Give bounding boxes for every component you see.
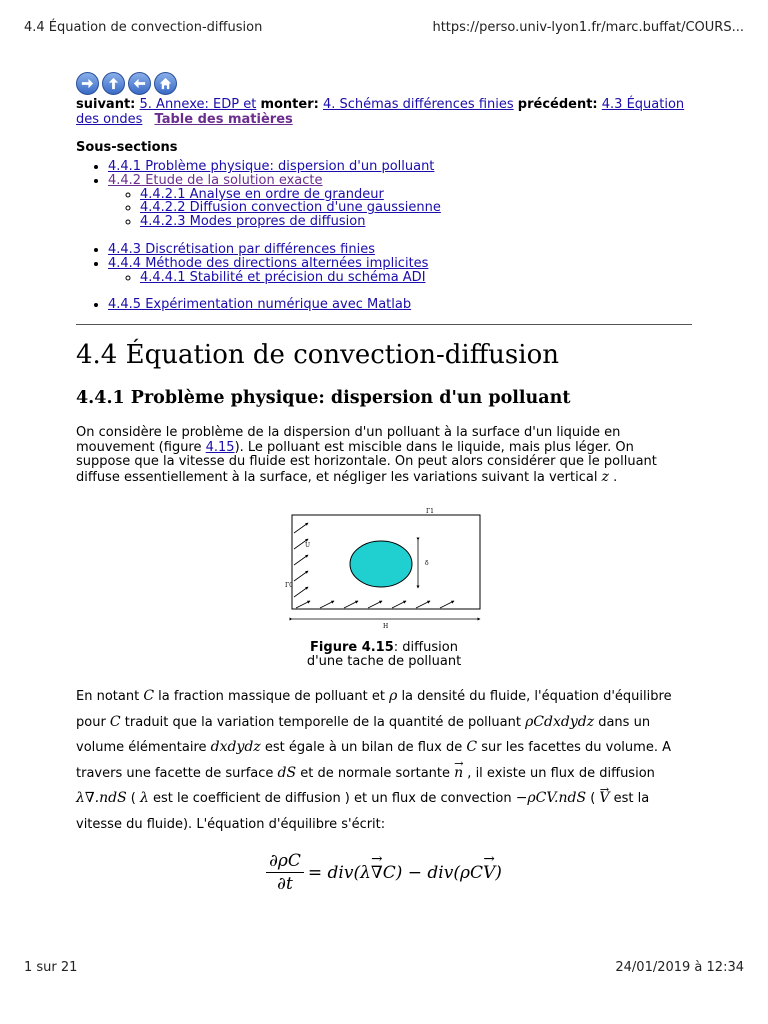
- toc-item: [140, 201, 692, 215]
- label-h: H: [383, 623, 389, 631]
- figure-caption-label: Figure 4.15: [310, 640, 394, 656]
- figure-caption-text: : diffusion d'une tache de polluant: [306, 640, 462, 670]
- toc-link-4-4-4[interactable]: 4.4.4 Méthode des directions alternées implicites: [108, 255, 429, 271]
- equation-rhs-1: = div(λ: [307, 862, 371, 883]
- toc-link-4-4-5[interactable]: 4.4.5 Expérimentation numérique avec Matlab: [108, 297, 412, 313]
- text: On considère le problème de la dispersion d'un polluant à la surface d'un liquide en mouvement (figure: [76, 425, 621, 455]
- toc-link-4-4-1[interactable]: 4.4.1 Problème physique: dispersion d'un polluant: [108, 159, 435, 174]
- equation-nabla: → ∇: [371, 863, 383, 883]
- equation-v: → V: [483, 863, 495, 883]
- toc-item: [108, 243, 692, 257]
- text: est égale à un bilan de flux de: [260, 740, 467, 756]
- toc-link-4-4-2-3[interactable]: 4.4.2.3 Modes propres de diffusion: [140, 214, 366, 230]
- text: (: [126, 791, 141, 807]
- math-dxdydz: dxdydz: [210, 739, 261, 756]
- up-label: monter:: [260, 97, 319, 112]
- toc-item: [108, 298, 692, 312]
- inflow-arrows: [294, 523, 311, 597]
- text: traduit que la variation temporelle de la quantité de polluant: [120, 714, 526, 730]
- up-link[interactable]: 4. Schémas différences finies: [322, 97, 514, 112]
- page-counter: 1 sur 21: [24, 960, 78, 975]
- label-gamma0: Γ0: [285, 582, 293, 590]
- math-c: C: [143, 688, 155, 705]
- math-lambda: λ: [140, 790, 149, 807]
- toc-spacer: [108, 229, 692, 243]
- toc-item: [140, 215, 692, 229]
- label-delta: δ: [425, 560, 429, 568]
- math-v: → V: [599, 786, 609, 812]
- nav-links: [76, 97, 692, 127]
- time-derivative: [266, 851, 304, 894]
- section-title: 4.4.1 Problème physique: dispersion d'un polluant: [76, 388, 571, 409]
- arrow-right-icon[interactable]: [76, 72, 99, 95]
- pollutant-spot: [350, 541, 412, 587]
- toc-item: [108, 160, 692, 174]
- text: et de normale sortante: [296, 765, 455, 781]
- figure-caption: [294, 641, 474, 669]
- intro-paragraph: [76, 426, 692, 485]
- page-content: [76, 72, 692, 894]
- math-n: → n: [454, 761, 463, 787]
- text: .: [608, 469, 618, 485]
- prev-link-part-2: des ondes: [76, 112, 143, 127]
- text: dans un volume élémentaire: [76, 714, 651, 756]
- next-label: suivant:: [76, 97, 136, 112]
- math-c: C: [109, 713, 121, 730]
- text: est la vitesse du fluide). L'équation d'équilibre s'écrit:: [76, 791, 650, 832]
- browser-url: https://perso.univ-lyon1.fr/marc.buffat/COURS...: [432, 20, 744, 35]
- divider: [76, 324, 692, 325]
- figure-ref-link[interactable]: 4.15: [205, 439, 235, 455]
- toc-link-4-4-2-1[interactable]: 4.4.2.1 Analyse en ordre de grandeur: [140, 186, 384, 202]
- toc-item: [108, 174, 692, 229]
- fraction-denominator: ∂t: [277, 874, 293, 895]
- arrow-up-icon[interactable]: [102, 72, 125, 95]
- toc-item: [108, 257, 692, 285]
- toc-link-4-4-4-1[interactable]: 4.4.4.1 Stabilité et précision du schéma ADI: [140, 269, 426, 285]
- toc-spacer: [108, 284, 692, 298]
- text: , il existe un flux de diffusion: [463, 765, 655, 781]
- page-title: 4.4 Équation de convection-diffusion: [76, 340, 559, 371]
- home-icon[interactable]: [154, 72, 177, 95]
- math-convection-flux: −ρCV.ndS: [515, 790, 587, 807]
- browser-title: 4.4 Équation de convection-diffusion: [24, 20, 263, 35]
- label-u: U: [305, 542, 311, 550]
- prev-label: précédent:: [517, 97, 598, 112]
- toc-link-4-4-2[interactable]: 4.4.2 Etude de la solution exacte: [108, 172, 323, 188]
- text: En notant: [76, 689, 144, 705]
- toc-item: [140, 271, 692, 285]
- prev-link-part-1: 4.3 Équation: [601, 97, 685, 112]
- toc-link-4-4-3[interactable]: 4.4.3 Discrétisation par différences finies: [108, 241, 375, 257]
- text: est le coefficient de diffusion ) et un flux de convection: [148, 791, 516, 807]
- text: la fraction massique de polluant et: [154, 689, 390, 705]
- math-rho-c-dxdydz: ρCdxdydz: [525, 713, 595, 730]
- text: (: [586, 791, 600, 807]
- nav-icons: [76, 72, 692, 96]
- equation-rhs-3: ): [495, 862, 502, 883]
- figure-4-15: [76, 507, 692, 669]
- fraction-numerator: ∂ρC: [266, 851, 304, 873]
- pollutant-diagram: [284, 507, 484, 633]
- equation-rhs-2: C) − div(ρC: [382, 862, 483, 883]
- math-diffusion-flux: λ∇.ndS: [76, 790, 127, 807]
- math-c: C: [466, 739, 478, 756]
- print-datetime: 24/01/2019 à 12:34: [615, 960, 744, 975]
- subsections-title: Sous-sections: [76, 140, 178, 155]
- math-rho: ρ: [389, 688, 398, 705]
- equilibrium-paragraph: [76, 684, 692, 837]
- surface-arrows: [296, 601, 454, 608]
- toc-item: [140, 188, 692, 202]
- label-gamma1: Γ1: [426, 508, 434, 516]
- math-ds: dS: [277, 764, 297, 781]
- text: sur les facettes du volume. A travers une facette de surface: [76, 740, 671, 781]
- text: la densité du fluide, l'équation d'équilibre pour: [76, 689, 672, 730]
- text: ). Le polluant est miscible dans le liquide, mais plus léger. On suppose que la vitesse du fluide est horizontale. On peut alors considérer que le polluant diffuse essentiellement à la surface, et négliger les variations suivant la vertical: [76, 439, 657, 485]
- arrow-left-icon[interactable]: [128, 72, 151, 95]
- next-link[interactable]: 5. Annexe: EDP et: [139, 97, 257, 112]
- toc-link-4-4-2-2[interactable]: 4.4.2.2 Diffusion convection d'une gaussienne: [140, 200, 441, 216]
- balance-equation: [76, 851, 692, 894]
- toc-link[interactable]: Table des matières: [154, 112, 293, 127]
- subsections-list: [76, 160, 692, 312]
- math-z: z: [601, 468, 609, 485]
